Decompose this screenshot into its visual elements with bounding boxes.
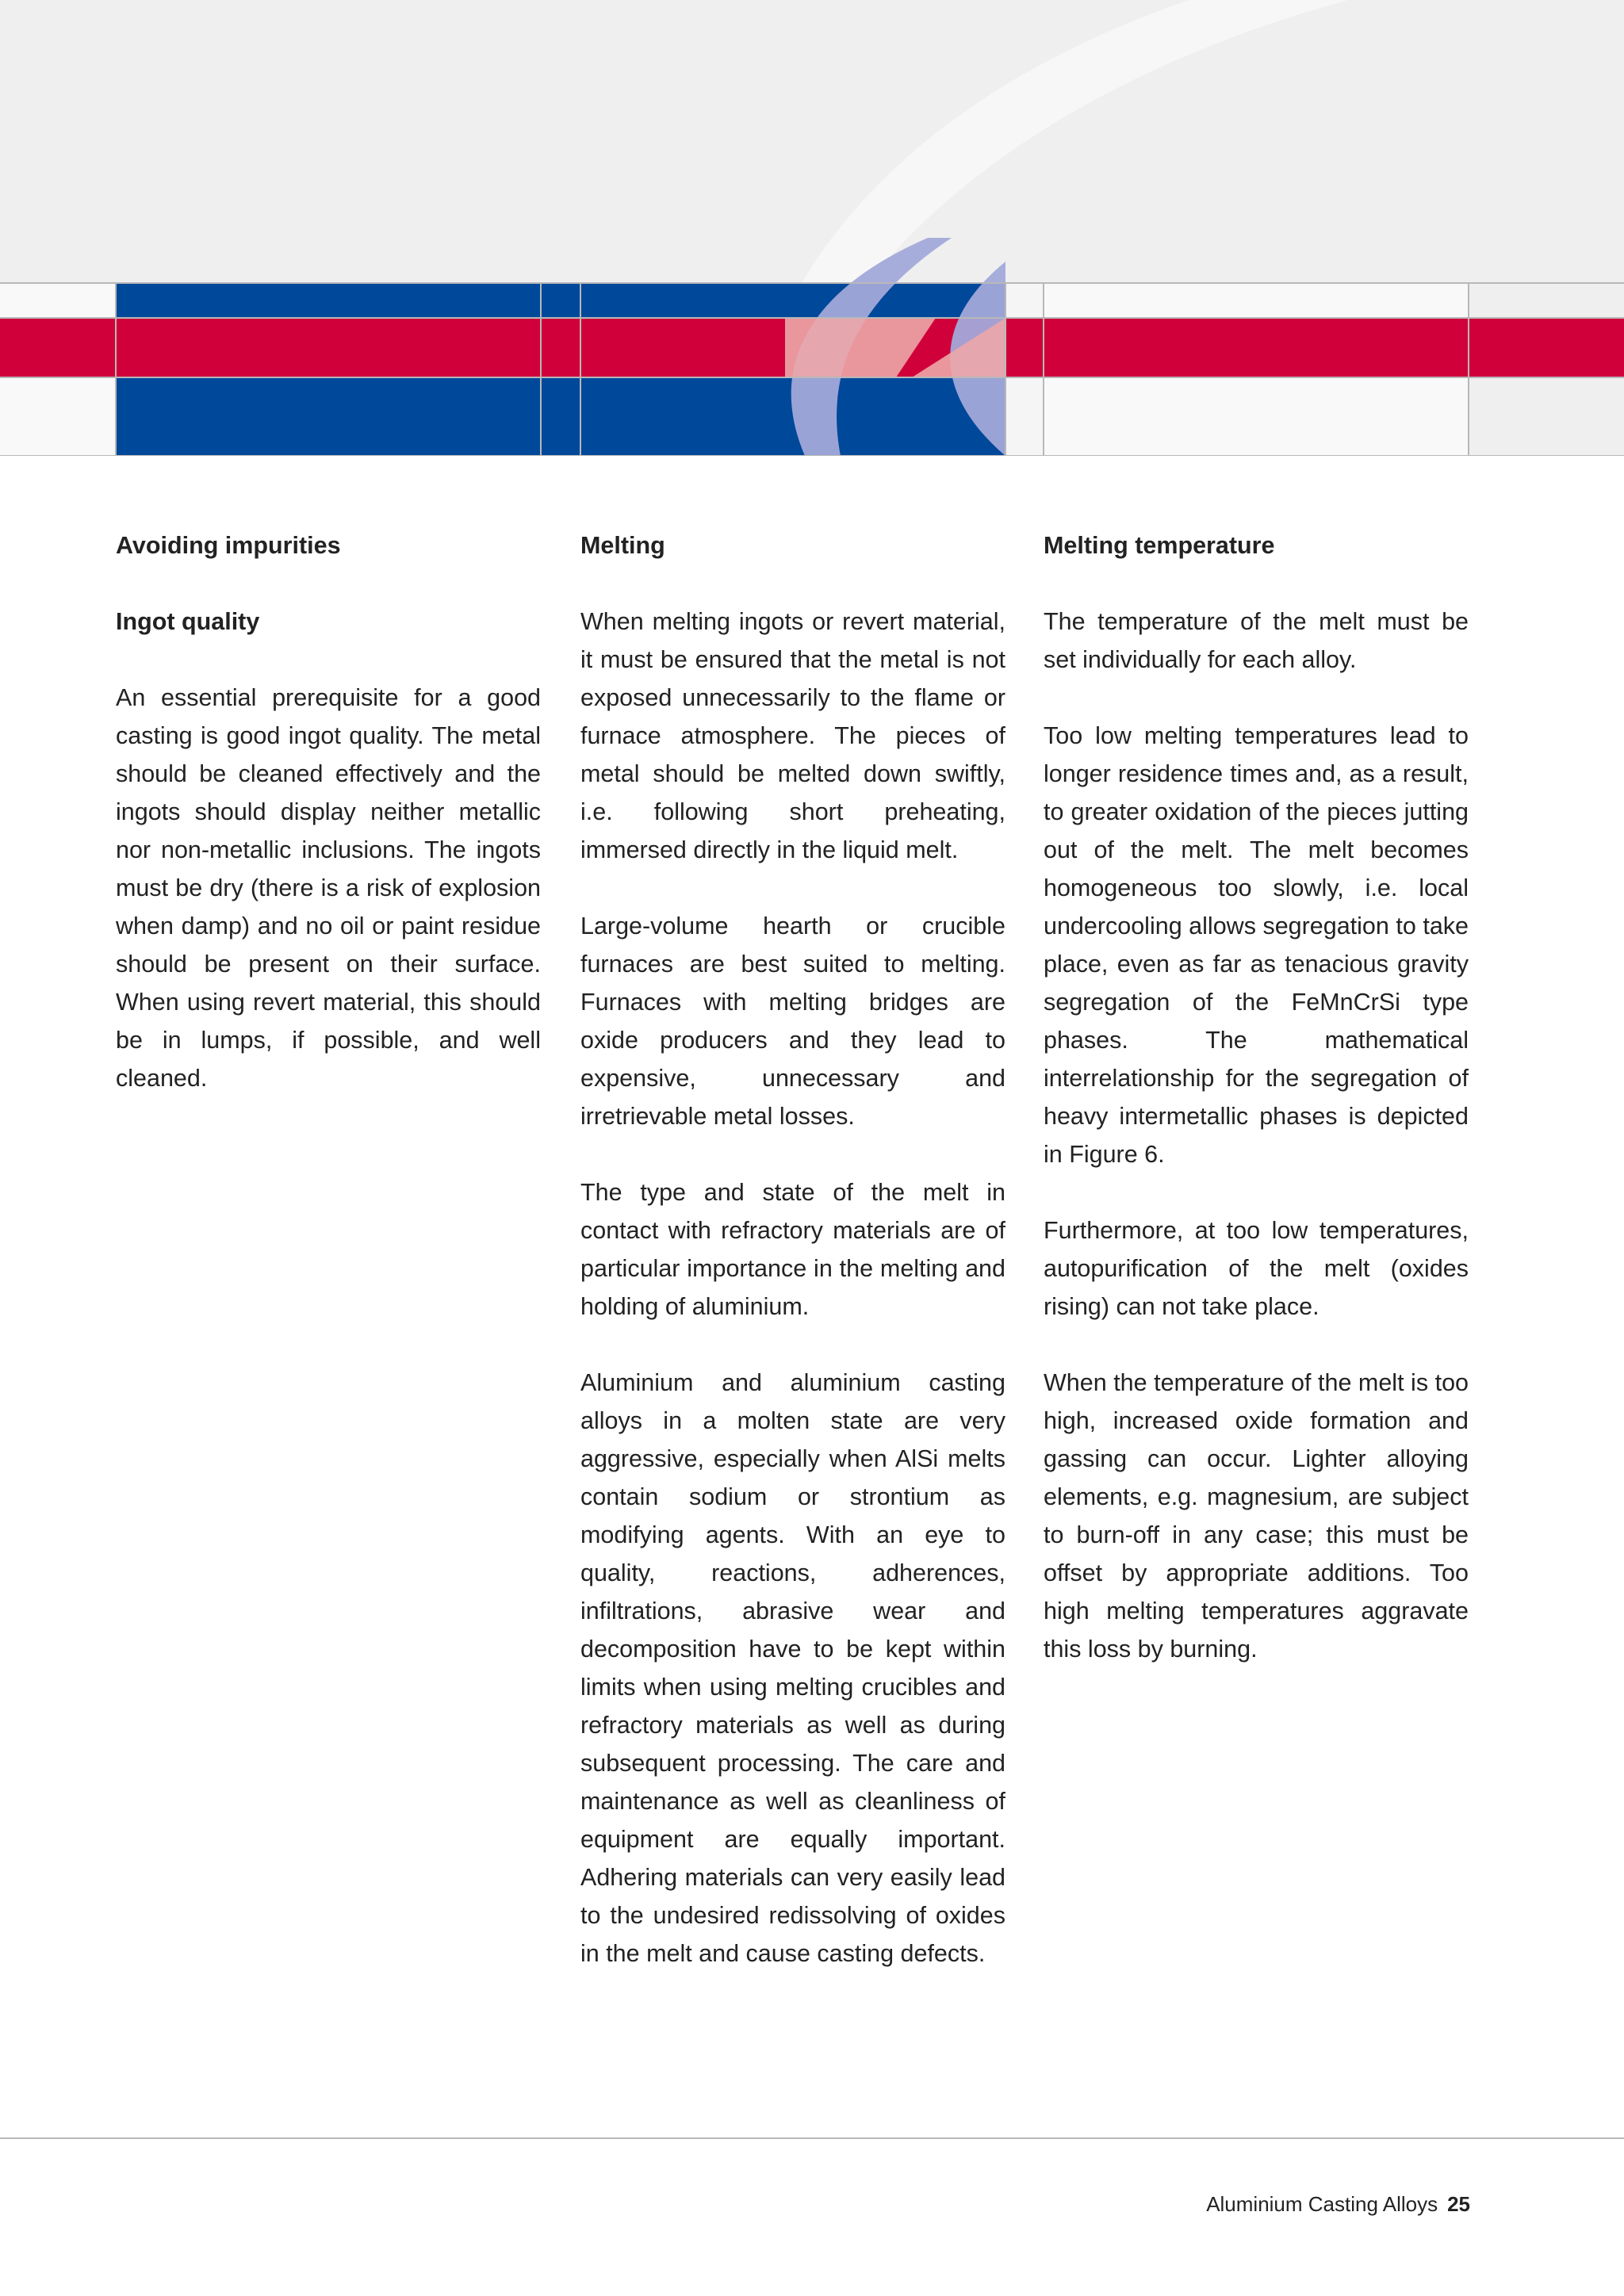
paragraph: Furthermore, at too low temperatures, autopurification of the melt (oxides rising) can not take place.: [1044, 1217, 1469, 1320]
band-tile: [1005, 283, 1044, 318]
paragraph: Too low melting temperatures lead to longer residence times and, as a result, to greater oxidation of the pieces jutting out of the melt. The melt becomes homogeneous too slowly, i.e. local undercooling allows segregation to take place, even as far as tenacious gravity segregation of the FeMnCrSi type phases. The mathematical interrelationship for the segregation of heavy intermetallic phases is depicted in Figure 6.: [1044, 722, 1469, 1168]
footer-divider: [0, 2137, 1624, 2139]
band-tile: [1044, 283, 1469, 318]
column-melting-temperature: [1044, 526, 1469, 1706]
column-melting: [580, 526, 1005, 2011]
section-subheading: Ingot quality: [116, 608, 260, 635]
footer-title: Aluminium Casting Alloys: [1206, 2192, 1438, 2216]
band-tile: [1005, 377, 1044, 456]
decorative-banner-graphic: [0, 0, 1624, 456]
header-banner: [0, 0, 1624, 456]
blue-band-bottom: [116, 377, 1005, 456]
paragraph: Large-volume hearth or crucible furnaces are best suited to melting. Furnaces with melting bridges are oxide producers and they lead to expensive, unnecessary and irretrievable metal losses.: [580, 913, 1005, 1130]
paragraph: When the temperature of the melt is too high, increased oxide formation and gassing can occur. Lighter alloying elements, e.g. magnesium, are subject to burn-off in any case; this must be offset by appropriate additions. Too high melting temperatures aggravate this loss by burning.: [1044, 1369, 1469, 1663]
paragraph: An essential prerequisite for a good casting is good ingot quality. The metal should be cleaned effectively and the ingots should display neither metallic nor non-metallic inclusions. The ingots must be dry (there is a risk of explosion when damp) and no oil or paint residue should be present on their surface. When using revert material, this should be in lumps, if possible, and well cleaned.: [116, 684, 541, 1092]
band-tile: [0, 283, 116, 318]
section-heading: Melting: [580, 532, 665, 559]
section-heading: Avoiding impurities: [116, 532, 341, 559]
paragraph: Aluminium and aluminium casting alloys in a molten state are very aggressive, especially when AlSi melts contain sodium or strontium as modifying agents. With an eye to quality, reactions, adherences, infiltrations, abrasive wear and decomposition have to be kept within limits when using melting crucibles and refractory materials as well as during subsequent processing. The care and maintenance as well as cleanliness of equipment are equally important. Adhering materials can very easily lead to the undesired redissolving of oxides in the melt and cause casting defects.: [580, 1369, 1005, 1967]
page-number: 25: [1447, 2192, 1470, 2216]
page-footer: [1206, 2190, 1470, 2218]
band-tile: [0, 377, 116, 456]
column-avoiding-impurities: [116, 526, 541, 1135]
band-tile: [1044, 377, 1469, 456]
paragraph: The temperature of the melt must be set individually for each alloy.: [1044, 608, 1469, 673]
paragraph: The type and state of the melt in contact with refractory materials are of particular importance in the melting and holding of aluminium.: [580, 1179, 1005, 1320]
section-heading: Melting temperature: [1044, 532, 1275, 559]
paragraph: When melting ingots or revert material, it must be ensured that the metal is not exposed unnecessarily to the flame or furnace atmosphere. The pieces of metal should be melted down swiftly, i.e. following short preheating, immersed directly in the liquid melt.: [580, 608, 1005, 863]
